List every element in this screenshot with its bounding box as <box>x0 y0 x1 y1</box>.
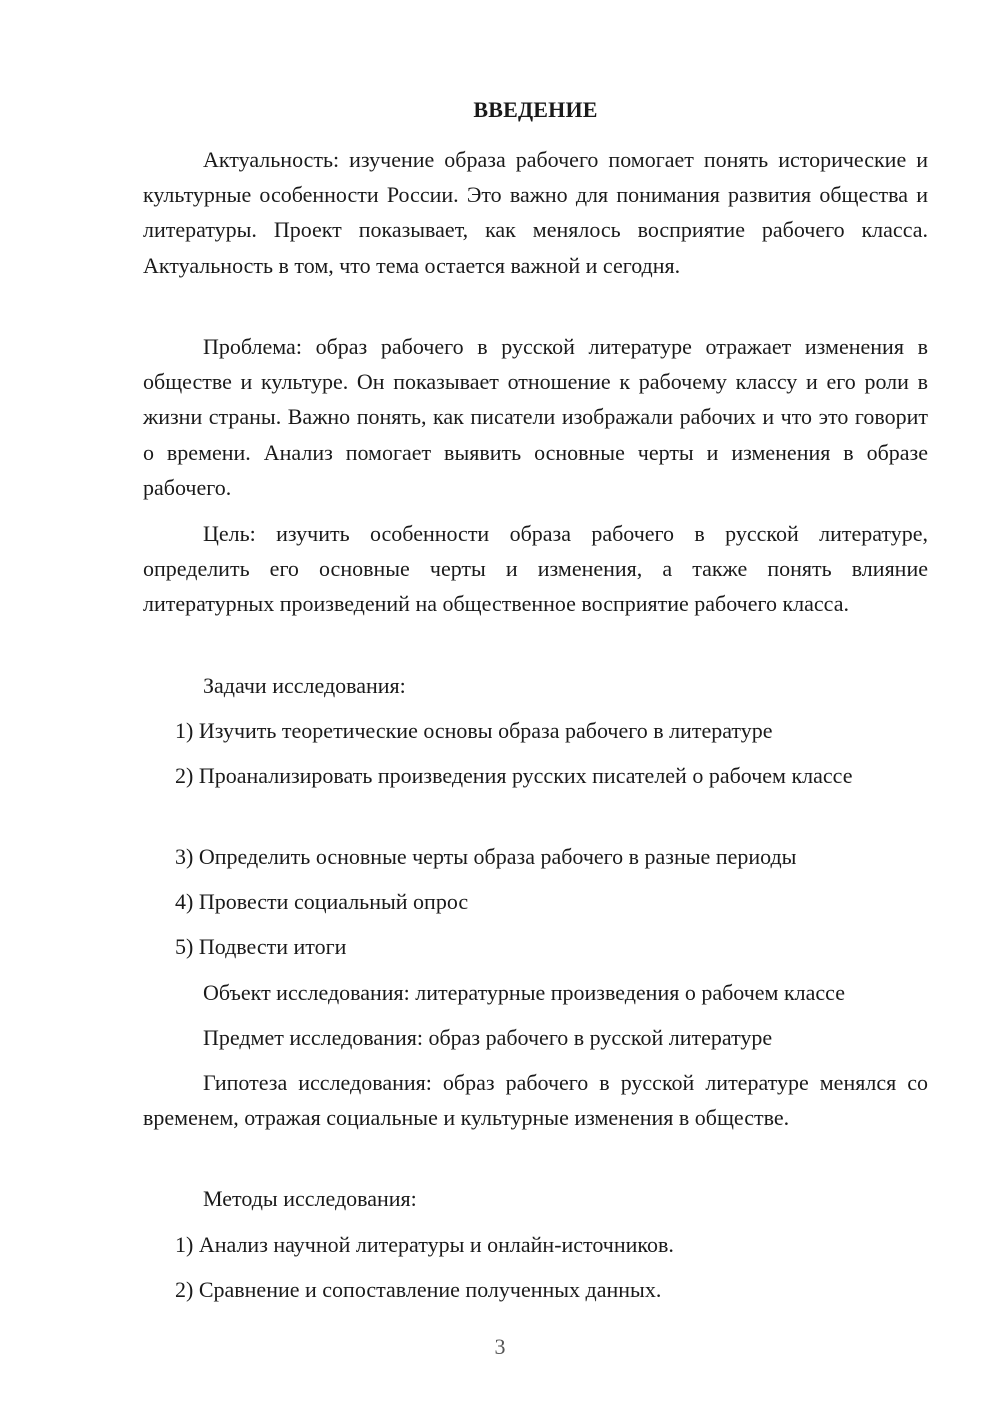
methods-heading: Методы исследования: <box>203 1186 417 1211</box>
method-item-2: 2) Сравнение и сопоставление полученных данных. <box>175 1277 662 1302</box>
object-line: Объект исследования: литературные произведения о рабочем классе <box>203 980 845 1005</box>
section-title: ВВЕДЕНИЕ <box>473 97 598 122</box>
task-item-5: 5) Подвести итоги <box>175 934 347 959</box>
task-item-3: 3) Определить основные черты образа рабочего в разные периоды <box>175 844 797 869</box>
page-number: 3 <box>494 1334 506 1359</box>
task-item-4: 4) Провести социальный опрос <box>175 889 469 914</box>
relevance-paragraph: Актуальность: изучение образа рабочего помогает понять исторические и культурные особенности России. Это важно для понимания развития общества и литературы. Проект показывает, как менялось восприятие рабочего класса. Актуальность в том, что тема остается важной и сегодня. <box>143 147 928 278</box>
subject-line: Предмет исследования: образ рабочего в русской литературе <box>203 1025 773 1050</box>
tasks-heading: Задачи исследования: <box>203 673 406 698</box>
problem-paragraph: Проблема: образ рабочего в русской литературе отражает изменения в обществе и культуре. Он показывает отношение к рабочему классу и его роли в жизни страны. Важно понять, как писатели изображали рабочих и что это говорит о времени. Анализ помогает выявить основные черты и изменения в образе рабочего. <box>143 334 928 500</box>
task-item-1: 1) Изучить теоретические основы образа рабочего в литературе <box>175 718 773 743</box>
hypothesis-paragraph: Гипотеза исследования: образ рабочего в русской литературе менялся со временем, отражая социальные и культурные изменения в обществе. <box>143 1070 928 1131</box>
goal-paragraph: Цель: изучить особенности образа рабочего в русской литературе, определить его основные черты и изменения, а также понять влияние литературных произведений на общественное восприятие рабочего класса. <box>143 521 928 617</box>
method-item-1: 1) Анализ научной литературы и онлайн-источников. <box>175 1232 674 1257</box>
task-item-2: 2) Проанализировать произведения русских писателей о рабочем классе <box>175 763 853 788</box>
